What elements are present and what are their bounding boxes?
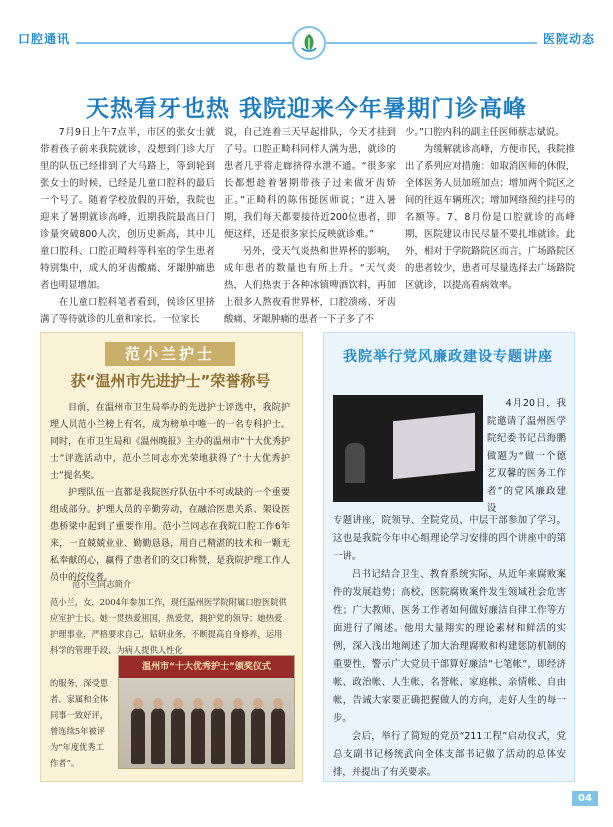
person-figure	[171, 708, 185, 764]
paragraph: 会后，举行了简短的党员“211工程”启动仪式，党总支副书记杨统武向全体支部书记做了活动的总体安排，并提出了有关要求。	[333, 731, 566, 778]
lecture-article-body	[333, 512, 566, 782]
speaker-figure	[345, 443, 365, 483]
photo-banner: 温州市“十大优秀护士”颁奖仪式	[119, 656, 294, 678]
person-figure	[271, 708, 285, 764]
paragraph: 吕书记结合卫生、教育系统实际，从近年来腐败案件的发展趋势；高校、医院腐败案件发生领域社会危害性；广大教师、医务工作者如何做好廉洁自律工作等方面进行了阐述。他用大量翔实的理论素材和鲜活的实例，深入浅出地阐述了加大治理腐败和构建惩防机制的重要性，警示广大党员干部算好廉洁“七笔帐”，即经济帐、政治帐、人生帐、名誉帐、家庭帐、亲情帐、自由帐，告诫大家要正确把握做人的方向，走好人生的每一步。	[333, 569, 566, 724]
person-figure	[251, 708, 265, 764]
lecture-photo	[333, 395, 483, 502]
lecture-title: 我院举行党风廉政建设专题讲座	[343, 349, 553, 365]
nurse-name-banner: 范小兰护士	[105, 342, 235, 366]
article-column-1	[40, 124, 215, 328]
award-ceremony-photo	[118, 655, 295, 769]
paragraph: 7月9日上午7点半，市区的张女士就带着孩子前来我院就诊，没想到门诊大厅里的队伍已经排到了大马路上，等到轮到张女士的时候，已经是儿童口腔科的最后一个号了。随着学校放假的开始，我院也迎来了暑期就诊高峰，近期我院最高日门诊量突破800人次，创历史新高，其中儿童口腔科、口腔正畸科等科室的学生患者特别集中，成人的牙齿酸痛、牙龈肿痛患者也明显增加。	[40, 127, 215, 291]
article-headline: 天热看牙也热 我院迎来今年暑期门诊高峰	[85, 96, 527, 122]
bio-text-continued: 的服务，深受患者、家属和全体同事一致好评，曾连续5年被评为“年度优秀工作者”。	[50, 678, 109, 768]
person-figure	[231, 708, 245, 764]
nurse-award-title: 获“温州市先进护士”荣誉称号	[70, 372, 271, 390]
lecture-side-text: 4月20日，我院邀请了温州医学院纪委书记吕海鹏做题为“做一个德艺双馨的医务工作者”的党风廉政建设	[487, 398, 566, 514]
paragraph: 另外，受天气炎热和世界杯的影响，成年患者的数量也有所上升。“天气炎热，人们热衷于各种冰镇啤酒饮料，再加上很多人熬夜看世界杯，口腔溃疡、牙齿酸痛、牙龈肿痛的患者一下子多了不	[224, 246, 396, 325]
paragraph: 为缓解就诊高峰，方便市民，我院推出了系列应对措施：如取消医师的休假，全体医务人员加班加点；增加两个院区之间的往返车辆班次；增加网络预约挂号的名额等。7、8月份是口腔就诊的高峰期，医院建议市民尽量不要扎堆就诊。此外，相对于学院路院区而言，广场路院区的患者较少，患者可尽量选择去广场路院区就诊，以提高看病效率。	[405, 144, 575, 291]
paragraph: 少。”口腔内科的副主任医师蔡志斌说。	[405, 127, 565, 138]
person-figure	[191, 708, 205, 764]
nurse-article-body	[50, 400, 290, 587]
person-figure	[151, 708, 165, 764]
paragraph: 护理队伍一直都是我院医疗队伍中不可或缺的一个重要组成部分。护理人员的辛勤劳动，在融洽医患关系、架设医患桥梁中起到了重要作用。范小兰同志在我院口腔工作6年来，一直兢兢业业、勤勤恳恳，用自己精湛的技术和一颗无私奉献的心，赢得了患者们的交口称赞，是我院护理工作人员中的佼佼者。	[50, 488, 290, 583]
paragraph: 说，自己连着三天早起排队，今天才挂到了号。口腔正畸科同样人满为患，就诊的患者几乎将走廊挤得水泄不通。“很多家长都想趁着暑期带孩子过来做牙齿矫正。”正畸科的陈伟挺医师说；“进入暑期，我们每天都要接待近200位患者，即便这样，还是很多家长反映就诊难。”	[224, 127, 396, 240]
paragraph: 目前，在温州市卫生局举办的先进护士评选中，我院护理人员范小兰榜上有名，成为榜单中唯一的一名专科护士。同时，在市卫生局和《温州晚报》主办的温州市“十大优秀护士”评选活动中，范小兰同志亦光荣地获得了“十大优秀护士”提名奖。	[50, 403, 290, 481]
person-figure	[131, 708, 145, 764]
page-number: 04	[572, 791, 598, 806]
bio-heading: 范小兰同志简介	[72, 580, 132, 590]
article-column-3	[405, 124, 575, 294]
projector-screen	[393, 413, 475, 480]
hospital-logo-icon	[292, 26, 326, 60]
bio-text: 范小兰，女，2004年参加工作，现任温州医学院附属口腔医院供应室护士长。她一贯热爱祖国，热爱党，拥护党的领导；她热爱护理事业，严格要求自己，钻研业务，不断提高自身修养，运用科学的管理手段，为病人提供人性化	[50, 597, 287, 654]
paragraph: 在儿童口腔科笔者看到，侯诊区里挤满了等待就诊的儿童和家长。一位家长	[40, 297, 215, 325]
person-figure	[211, 708, 225, 764]
article-column-2	[224, 124, 396, 328]
section-label-left: 口腔通讯	[18, 30, 76, 47]
paragraph: 专题讲座，院领导、全院党员、中层干部参加了学习。这也是我院今年中心组理论学习安排的四个讲座中的第一讲。	[333, 515, 566, 562]
section-label-right: 医院动态	[537, 30, 595, 47]
